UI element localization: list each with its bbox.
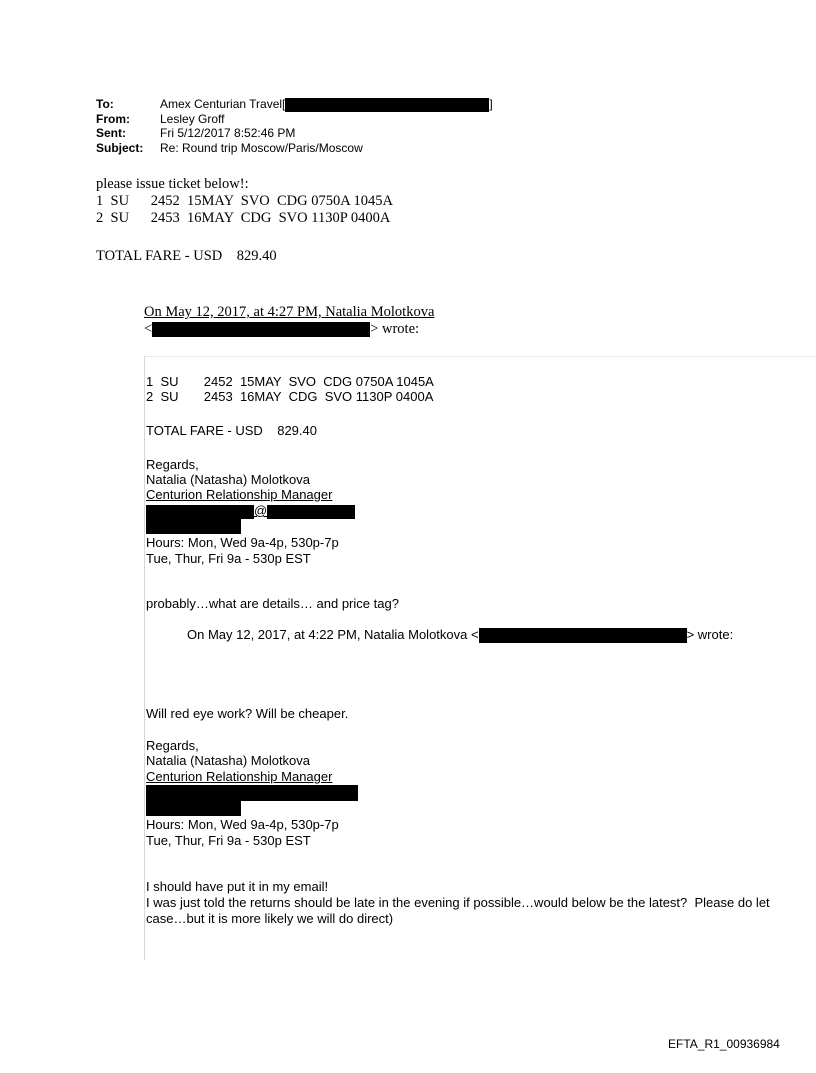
quoted-message-block [144, 356, 816, 960]
sent-value: Fri 5/12/2017 8:52:46 PM [160, 126, 296, 140]
question-text: Will red eye work? Will be cheaper. [146, 706, 349, 721]
subject-label: Subject: [96, 140, 144, 155]
reply-text: probably…what are details… and price tag? [146, 596, 399, 611]
signature-name: Natalia (Natasha) Molotkova [146, 753, 311, 768]
signature-name: Natalia (Natasha) Molotkova [146, 472, 311, 487]
redaction-bar [146, 518, 241, 534]
quote-attribution [187, 627, 733, 643]
signature-regards: Regards, [146, 738, 199, 753]
message-text: I should have put it in my email! [146, 879, 329, 894]
from-row [96, 112, 493, 127]
to-label: To: [96, 97, 114, 111]
subject-value: Re: Round trip Moscow/Paris/Moscow [160, 140, 363, 155]
quote-attribution [144, 304, 434, 338]
signature-hours: Hours: Mon, Wed 9a-4p, 530p-7p [146, 817, 339, 832]
message-text: I was just told the returns should be late in the evening if possible…would below be the latest? Please do let [146, 895, 770, 910]
attribution-line: On May 12, 2017, at 4:27 PM, Natalia Molotkova [144, 304, 435, 320]
intro-text: please issue ticket below!: [96, 176, 249, 192]
signature-hours: Hours: Mon, Wed 9a-4p, 530p-7p [146, 535, 339, 550]
message-body [96, 176, 393, 227]
signature-title: Centurion Relationship Manager [146, 769, 333, 784]
to-row [96, 97, 493, 112]
signature-hours: Tue, Thur, Fri 9a - 530p EST [146, 551, 311, 566]
document-id: EFTA_R1_00936984 [668, 1037, 780, 1051]
to-recipient: Amex Centurian Travel[ [160, 97, 286, 111]
email-header [96, 97, 493, 155]
total-fare: TOTAL FARE - USD 829.40 [96, 248, 277, 264]
total-fare: TOTAL FARE - USD 829.40 [146, 423, 317, 438]
redaction-bar [479, 628, 687, 643]
signature-regards: Regards, [146, 457, 199, 472]
subject-row [96, 141, 493, 156]
wrote-text: > wrote: [686, 627, 734, 642]
from-value: Lesley Groff [160, 111, 225, 126]
signature-email-line [146, 503, 355, 519]
from-label: From: [96, 111, 130, 126]
to-suffix: ] [489, 97, 493, 111]
redaction-bar [267, 505, 355, 519]
itinerary-line: 2 SU 2453 16MAY CDG SVO 1130P 0400A [96, 210, 391, 226]
attribution-line: On May 12, 2017, at 4:22 PM, Natalia Molotkova < [187, 627, 479, 642]
signature-title: Centurion Relationship Manager [146, 487, 333, 502]
redaction-bar [146, 785, 358, 801]
wrote-text: > wrote: [370, 321, 420, 337]
sent-row [96, 126, 493, 141]
redaction-bar [146, 505, 254, 519]
at-sign: @ [254, 503, 268, 518]
itinerary-line: 2 SU 2453 16MAY CDG SVO 1130P 0400A [146, 389, 434, 404]
signature-hours: Tue, Thur, Fri 9a - 530p EST [146, 833, 311, 848]
message-text: case…but it is more likely we will do direct) [146, 911, 394, 926]
redaction-bar [152, 322, 370, 337]
open-bracket: < [144, 321, 153, 337]
redaction-bar [285, 98, 489, 112]
itinerary-line: 1 SU 2452 15MAY SVO CDG 0750A 1045A [146, 374, 434, 389]
itinerary-line: 1 SU 2452 15MAY SVO CDG 0750A 1045A [96, 193, 394, 209]
attribution-email-line [144, 321, 434, 338]
sent-label: Sent: [96, 126, 126, 140]
to-value [160, 97, 493, 112]
redaction-bar [146, 801, 241, 816]
